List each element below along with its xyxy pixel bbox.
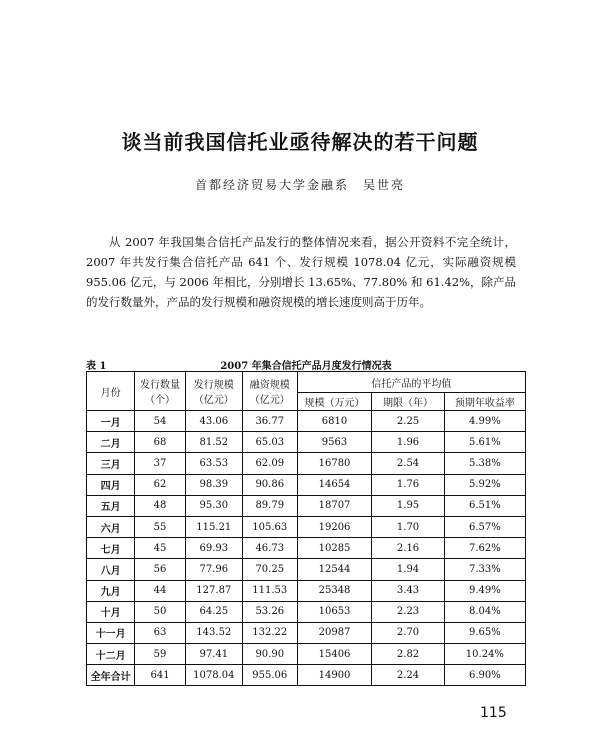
cell-month: 九月 — [87, 580, 135, 601]
table-row — [87, 580, 526, 601]
cell-count: 45 — [135, 538, 185, 559]
cell-yield: 9.65% — [444, 622, 525, 643]
cell-yield: 5.92% — [444, 474, 525, 495]
cell-month: 四月 — [87, 474, 135, 495]
author-line: 首都经济贸易大学金融系 吴世亮 — [194, 178, 405, 192]
cell-count: 641 — [135, 665, 185, 686]
cell-issue: 1078.04 — [185, 665, 242, 686]
cell-term: 2.70 — [372, 622, 444, 643]
cell-term: 1.76 — [372, 474, 444, 495]
cell-term: 2.82 — [372, 644, 444, 665]
cell-issue: 77.96 — [185, 559, 242, 580]
cell-scale: 19206 — [297, 516, 372, 537]
cell-yield: 5.61% — [444, 432, 525, 453]
cell-scale: 10653 — [297, 601, 372, 622]
cell-issue: 115.21 — [185, 516, 242, 537]
cell-yield: 6.57% — [444, 516, 525, 537]
cell-scale: 6810 — [297, 411, 372, 432]
cell-month: 二月 — [87, 432, 135, 453]
cell-yield: 7.33% — [444, 559, 525, 580]
cell-scale: 14654 — [297, 474, 372, 495]
cell-finance: 111.53 — [242, 580, 297, 601]
cell-yield: 9.49% — [444, 580, 525, 601]
cell-issue: 69.93 — [185, 538, 242, 559]
table-label: 表 1 — [86, 361, 107, 372]
article-title: 谈当前我国信托业亟待解决的若干问题 — [121, 130, 479, 154]
table-body — [87, 411, 526, 686]
table-row — [87, 538, 526, 559]
cell-finance: 53.26 — [242, 601, 297, 622]
cell-scale: 16780 — [297, 453, 372, 474]
table-row — [87, 411, 526, 432]
cell-scale: 20987 — [297, 622, 372, 643]
cell-term: 2.24 — [372, 665, 444, 686]
cell-yield: 6.51% — [444, 495, 525, 516]
table-row — [87, 516, 526, 537]
cell-finance: 46.73 — [242, 538, 297, 559]
cell-yield: 10.24% — [444, 644, 525, 665]
table-row — [87, 644, 526, 665]
table-row — [87, 432, 526, 453]
cell-issue: 97.41 — [185, 644, 242, 665]
cell-scale: 18707 — [297, 495, 372, 516]
table-caption — [86, 357, 526, 372]
cell-scale: 14900 — [297, 665, 372, 686]
cell-term: 1.96 — [372, 432, 444, 453]
cell-finance: 36.77 — [242, 411, 297, 432]
cell-term: 2.16 — [372, 538, 444, 559]
table-row — [87, 665, 526, 686]
cell-term: 3.43 — [372, 580, 444, 601]
cell-month: 十一月 — [87, 622, 135, 643]
cell-issue: 127.87 — [185, 580, 242, 601]
cell-count: 62 — [135, 474, 185, 495]
table-row — [87, 495, 526, 516]
header-count: 发行数量（个） — [135, 372, 185, 411]
cell-issue: 98.39 — [185, 474, 242, 495]
cell-term: 1.70 — [372, 516, 444, 537]
header-month: 月份 — [87, 372, 135, 411]
cell-issue: 81.52 — [185, 432, 242, 453]
header-issue: 发行规模（亿元） — [185, 372, 242, 411]
cell-month: 一月 — [87, 411, 135, 432]
table-row — [87, 601, 526, 622]
cell-yield: 4.99% — [444, 411, 525, 432]
cell-term: 2.23 — [372, 601, 444, 622]
cell-yield: 8.04% — [444, 601, 525, 622]
cell-scale: 15406 — [297, 644, 372, 665]
header-average-group: 信托产品的平均值 — [297, 372, 525, 393]
cell-month: 六月 — [87, 516, 135, 537]
cell-finance: 90.90 — [242, 644, 297, 665]
cell-issue: 64.25 — [185, 601, 242, 622]
cell-finance: 955.06 — [242, 665, 297, 686]
cell-finance: 132.22 — [242, 622, 297, 643]
cell-count: 44 — [135, 580, 185, 601]
header-finance: 融资规模（亿元） — [242, 372, 297, 411]
table-row — [87, 622, 526, 643]
cell-scale: 12544 — [297, 559, 372, 580]
cell-month: 十月 — [87, 601, 135, 622]
cell-issue: 143.52 — [185, 622, 242, 643]
cell-month: 五月 — [87, 495, 135, 516]
header-avg-term: 期限（年） — [372, 393, 444, 411]
cell-count: 37 — [135, 453, 185, 474]
header-avg-scale: 规模（万元） — [297, 393, 372, 411]
cell-issue: 63.53 — [185, 453, 242, 474]
cell-count: 54 — [135, 411, 185, 432]
cell-month: 三月 — [87, 453, 135, 474]
cell-yield: 6.90% — [444, 665, 525, 686]
header-avg-yield: 预期年收益率 — [444, 393, 525, 411]
table-row — [87, 453, 526, 474]
cell-scale: 10285 — [297, 538, 372, 559]
cell-count: 68 — [135, 432, 185, 453]
cell-count: 56 — [135, 559, 185, 580]
cell-finance: 65.03 — [242, 432, 297, 453]
cell-term: 1.95 — [372, 495, 444, 516]
cell-finance: 70.25 — [242, 559, 297, 580]
cell-finance: 89.79 — [242, 495, 297, 516]
cell-yield: 7.62% — [444, 538, 525, 559]
cell-scale: 9563 — [297, 432, 372, 453]
cell-count: 55 — [135, 516, 185, 537]
cell-yield: 5.38% — [444, 453, 525, 474]
cell-finance: 90.86 — [242, 474, 297, 495]
table-row — [87, 474, 526, 495]
table-row — [87, 559, 526, 580]
cell-month: 七月 — [87, 538, 135, 559]
cell-count: 59 — [135, 644, 185, 665]
cell-finance: 62.09 — [242, 453, 297, 474]
cell-month: 八月 — [87, 559, 135, 580]
cell-month: 十二月 — [87, 644, 135, 665]
page-number: 115 — [480, 705, 507, 721]
issuance-table — [86, 371, 526, 686]
cell-scale: 25348 — [297, 580, 372, 601]
cell-term: 2.54 — [372, 453, 444, 474]
cell-month: 全年合计 — [87, 665, 135, 686]
table-title: 2007 年集合信托产品月度发行情况表 — [220, 361, 392, 372]
cell-count: 63 — [135, 622, 185, 643]
cell-issue: 95.30 — [185, 495, 242, 516]
cell-finance: 105.63 — [242, 516, 297, 537]
intro-paragraph: 从 2007 年我国集合信托产品发行的整体情况来看，据公开资料不完全统计，2007 年共发行集合信托产品 641 个、发行规模 1078.04 亿元，实际融资规模 955.06 亿元，与 2006 年相比，分别增长 13.65%、77.80% 和 61.42%，除产品的发行数量外，产品的发行规模和融资规模的增长速度则高于历年。 — [86, 235, 516, 309]
cell-count: 48 — [135, 495, 185, 516]
cell-term: 1.94 — [372, 559, 444, 580]
cell-term: 2.25 — [372, 411, 444, 432]
cell-count: 50 — [135, 601, 185, 622]
cell-issue: 43.06 — [185, 411, 242, 432]
